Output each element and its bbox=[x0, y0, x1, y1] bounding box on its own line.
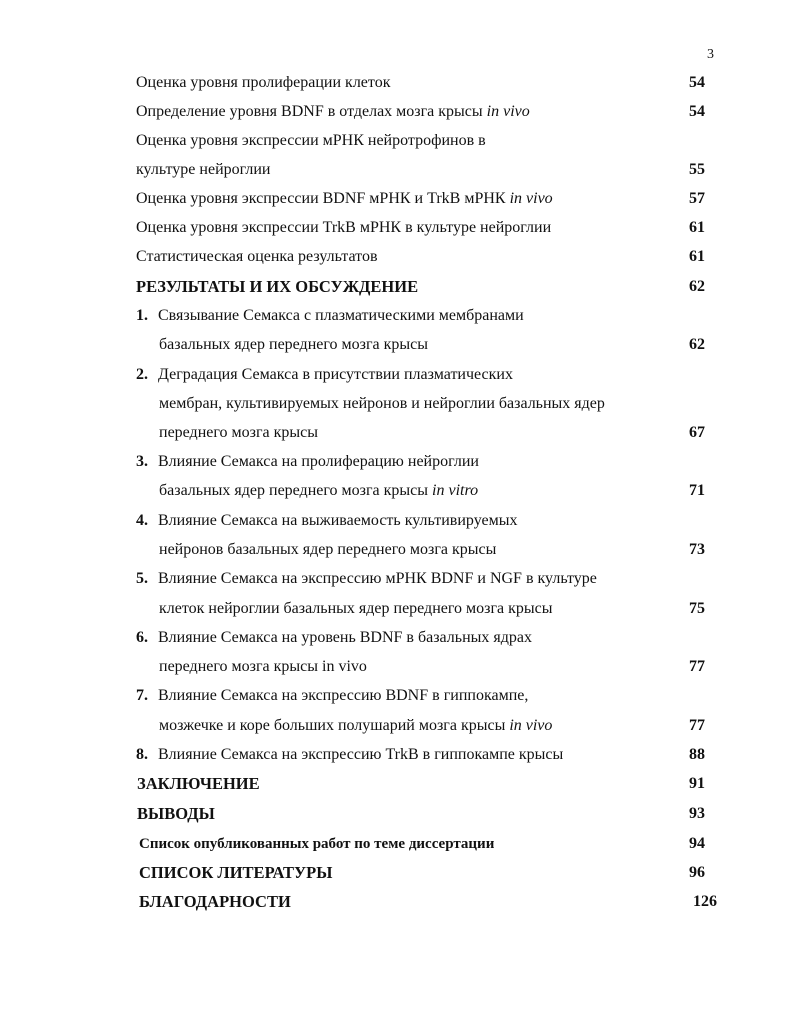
toc-entry-text: Влияние Семакса на экспрессию TrkB в гиппокампе крысы bbox=[158, 746, 564, 763]
toc-entry bbox=[0, 303, 798, 329]
toc-entry-page: 61 bbox=[689, 248, 705, 265]
toc-entry-text: Оценка уровня экспрессии TrkB мРНК в культуре нейроглии bbox=[136, 219, 552, 236]
toc-entry-number: 7. bbox=[136, 687, 148, 704]
toc-entry-page: 93 bbox=[689, 805, 705, 822]
toc-entry-text-main: Определение уровня BDNF в отделах мозга крысы bbox=[136, 103, 487, 120]
toc-entry bbox=[0, 508, 798, 534]
toc-entry bbox=[0, 449, 798, 475]
toc-entry-page: 62 bbox=[689, 278, 705, 295]
toc-entry-text-main: Оценка уровня экспрессии BDNF мРНК и TrkB мРНК bbox=[136, 190, 510, 207]
toc-entry-page: 55 bbox=[689, 161, 705, 178]
toc-entry-text bbox=[159, 478, 478, 504]
toc-entry-page: 96 bbox=[689, 864, 705, 881]
toc-entry-text-main: базальных ядер переднего мозга крысы bbox=[159, 482, 433, 499]
toc-entry-page: 67 bbox=[689, 424, 705, 441]
toc-entry-text: базальных ядер переднего мозга крысы bbox=[159, 336, 429, 353]
toc-entry-text-italic: in vivo bbox=[486, 103, 530, 120]
toc-entry-page: 57 bbox=[689, 190, 705, 207]
toc-section-heading bbox=[0, 860, 798, 886]
toc-entry-page: 126 bbox=[693, 893, 717, 910]
toc-entry bbox=[0, 713, 798, 739]
toc-entry-text: Статистическая оценка результатов bbox=[136, 248, 378, 265]
toc-entry-page: 62 bbox=[689, 336, 705, 353]
toc-entry-text: Влияние Семакса на экспрессию мРНК BDNF и NGF в культуре bbox=[158, 570, 597, 587]
toc-entry bbox=[0, 362, 798, 388]
toc-entry-text: Влияние Семакса на пролиферацию нейроглии bbox=[158, 453, 479, 470]
toc-entry bbox=[0, 391, 798, 417]
toc-entry-text: Список опубликованных работ по теме диссертации bbox=[139, 836, 495, 852]
toc-entry-text bbox=[136, 186, 553, 212]
toc-entry-number: 8. bbox=[136, 746, 148, 763]
toc-entry-text-italic: in vitro bbox=[432, 482, 479, 499]
toc-entry-page: 88 bbox=[689, 746, 705, 763]
toc-entry-number: 5. bbox=[136, 570, 148, 587]
toc-entry-number: 1. bbox=[136, 307, 148, 324]
toc-entry bbox=[0, 215, 798, 241]
toc-entry-page: 54 bbox=[689, 74, 705, 91]
toc-entry-number: 3. bbox=[136, 453, 148, 470]
toc-entry bbox=[0, 186, 798, 212]
toc-section-heading bbox=[0, 771, 798, 797]
toc-entry-page: 91 bbox=[689, 775, 705, 792]
toc-entry-text: Связывание Семакса с плазматическими мембранами bbox=[158, 307, 524, 324]
toc-entry bbox=[0, 99, 798, 125]
toc-entry bbox=[0, 566, 798, 592]
toc-entry-text-italic: in vivo bbox=[509, 190, 553, 207]
toc-entry-text: клеток нейроглии базальных ядер переднего мозга крысы bbox=[159, 600, 553, 617]
toc-entry-page: 73 bbox=[689, 541, 705, 558]
toc-entry-page: 54 bbox=[689, 103, 705, 120]
toc-entry-text: нейронов базальных ядер переднего мозга крысы bbox=[159, 541, 497, 558]
toc-entry bbox=[0, 683, 798, 709]
toc-entry-text: Влияние Семакса на экспрессию BDNF в гиппокампе, bbox=[158, 687, 529, 704]
toc-entry-text: Влияние Семакса на выживаемость культивируемых bbox=[158, 512, 518, 529]
toc-entry bbox=[0, 478, 798, 504]
toc-section-heading bbox=[0, 889, 798, 915]
toc-entry-text-main: мозжечке и коре больших полушарий мозга крысы bbox=[159, 717, 510, 734]
toc-entry-page: 77 bbox=[689, 658, 705, 675]
toc-entry-text: Оценка уровня пролиферации клеток bbox=[136, 74, 391, 91]
toc-entry-page: 77 bbox=[689, 717, 705, 734]
toc-entry-text: РЕЗУЛЬТАТЫ И ИХ ОБСУЖДЕНИЕ bbox=[136, 277, 419, 296]
toc-entry-text: Деградация Семакса в присутствии плазматических bbox=[158, 366, 513, 383]
toc-entry bbox=[0, 332, 798, 358]
toc-entry-text: СПИСОК ЛИТЕРАТУРЫ bbox=[139, 863, 333, 882]
toc-entry-text: ВЫВОДЫ bbox=[137, 804, 215, 823]
toc-entry bbox=[0, 157, 798, 183]
toc-entry bbox=[0, 625, 798, 651]
toc-entry-text: Влияние Семакса на уровень BDNF в базальных ядрах bbox=[158, 629, 532, 646]
toc-entry bbox=[0, 244, 798, 270]
toc-entry bbox=[0, 420, 798, 446]
toc-entry bbox=[0, 70, 798, 96]
toc-entry-page: 94 bbox=[689, 835, 705, 852]
toc-entry-text bbox=[159, 713, 552, 739]
toc-entry-text: БЛАГОДАРНОСТИ bbox=[139, 892, 291, 911]
toc-entry bbox=[0, 537, 798, 563]
toc-entry-text-italic: in vivo bbox=[509, 717, 553, 734]
toc-entry-page: 71 bbox=[689, 482, 705, 499]
toc-entry-number: 2. bbox=[136, 366, 148, 383]
toc-entry-text: переднего мозга крысы bbox=[159, 424, 319, 441]
toc-section-heading bbox=[0, 801, 798, 827]
toc-entry-text: культуре нейроглии bbox=[136, 161, 271, 178]
page-number: 3 bbox=[707, 47, 714, 62]
toc-section-heading bbox=[0, 831, 798, 857]
toc-entry bbox=[0, 596, 798, 622]
toc-entry-text bbox=[136, 99, 530, 125]
toc-entry bbox=[0, 654, 798, 680]
toc-entry-text: переднего мозга крысы in vivo bbox=[159, 658, 367, 675]
toc-entry-number: 6. bbox=[136, 629, 148, 646]
toc-entry-text: мембран, культивируемых нейронов и нейроглии базальных ядер bbox=[159, 395, 605, 412]
toc-section-heading bbox=[0, 274, 798, 300]
toc-entry-text: ЗАКЛЮЧЕНИЕ bbox=[137, 774, 260, 793]
toc-entry-number: 4. bbox=[136, 512, 148, 529]
toc-entry bbox=[0, 742, 798, 768]
toc-entry-page: 61 bbox=[689, 219, 705, 236]
toc-entry-page: 75 bbox=[689, 600, 705, 617]
toc-entry-text: Оценка уровня экспрессии мРНК нейротрофинов в bbox=[136, 132, 486, 149]
toc-entry bbox=[0, 128, 798, 154]
